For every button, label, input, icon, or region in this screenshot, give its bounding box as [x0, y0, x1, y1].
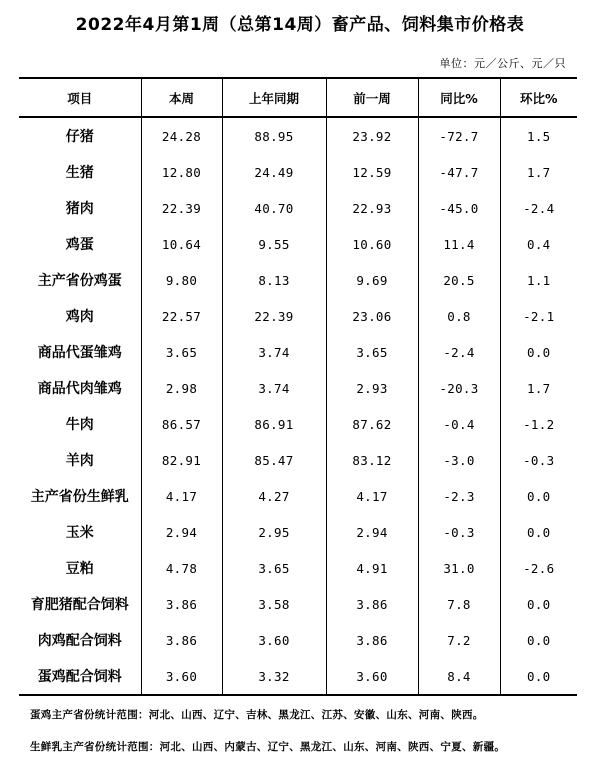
mom-change: 1.7 [500, 154, 577, 190]
footnote-egg-provinces: 蛋鸡主产省份统计范围：河北、山西、辽宁、吉林、黑龙江、江苏、安徽、山东、河南、陕西。 [30, 709, 484, 721]
item-name: 生猪 [65, 165, 94, 181]
header-previous-week: 前一周 [326, 78, 418, 117]
previous-week-price: 10.60 [326, 226, 418, 262]
page-title: 2022年4月第1周（总第14周）畜产品、饲料集市价格表 [75, 15, 525, 35]
mom-change: 0.0 [500, 622, 577, 658]
yoy-change: 7.8 [418, 586, 500, 622]
last-year-price: 8.13 [222, 262, 326, 298]
header-item: 项目 [19, 78, 141, 117]
price-table [19, 77, 577, 696]
table-row [19, 226, 577, 262]
item-name: 鸡肉 [65, 309, 94, 325]
item-name: 鸡蛋 [65, 237, 94, 253]
mom-change: 1.5 [500, 117, 577, 154]
header-this-week: 本周 [141, 78, 222, 117]
previous-week-price: 3.86 [326, 586, 418, 622]
yoy-change: -20.3 [418, 370, 500, 406]
previous-week-price: 3.60 [326, 658, 418, 695]
header-row [19, 78, 577, 117]
previous-week-price: 2.93 [326, 370, 418, 406]
this-week-price: 82.91 [141, 442, 222, 478]
item-name: 蛋鸡配合饲料 [19, 658, 141, 695]
mom-change: -0.3 [500, 442, 577, 478]
yoy-change: -0.4 [418, 406, 500, 442]
this-week-price: 12.80 [141, 154, 222, 190]
table-row [19, 442, 577, 478]
mom-change: -1.2 [500, 406, 577, 442]
last-year-price: 24.49 [222, 154, 326, 190]
mom-change: 0.0 [500, 478, 577, 514]
mom-change: 0.0 [500, 334, 577, 370]
item-name: 主产省份生鲜乳 [30, 489, 129, 505]
previous-week-price: 9.69 [326, 262, 418, 298]
yoy-change: -2.4 [418, 334, 500, 370]
yoy-change: 31.0 [418, 550, 500, 586]
this-week-price: 9.80 [141, 262, 222, 298]
yoy-change: 7.2 [418, 622, 500, 658]
last-year-price: 85.47 [222, 442, 326, 478]
table-row [19, 550, 577, 586]
header-yoy: 同比% [418, 78, 500, 117]
item-name: 猪肉 [65, 201, 94, 217]
footnote-milk-provinces: 生鲜乳主产省份统计范围：河北、山西、内蒙古、辽宁、黑龙江、山东、河南、陕西、宁夏、新疆。 [30, 741, 506, 753]
this-week-price: 3.65 [141, 334, 222, 370]
previous-week-price: 22.93 [326, 190, 418, 226]
item-name: 商品代肉雏鸡 [37, 381, 122, 397]
table-row [19, 478, 577, 514]
mom-change: -2.6 [500, 550, 577, 586]
previous-week-price: 4.17 [326, 478, 418, 514]
header-last-year: 上年同期 [222, 78, 326, 117]
item-name: 肉鸡配合饲料 [37, 633, 122, 649]
previous-week-price: 83.12 [326, 442, 418, 478]
this-week-price: 4.17 [141, 478, 222, 514]
table-row [19, 154, 577, 190]
previous-week-price: 87.62 [326, 406, 418, 442]
last-year-price: 22.39 [222, 298, 326, 334]
item-name: 主产省份鸡蛋 [37, 273, 122, 289]
header-mom: 环比% [500, 78, 577, 117]
last-year-price: 40.70 [222, 190, 326, 226]
yoy-change: -2.3 [418, 478, 500, 514]
this-week-price: 22.57 [141, 298, 222, 334]
last-year-price: 9.55 [222, 226, 326, 262]
yoy-change: 11.4 [418, 226, 500, 262]
last-year-price: 3.32 [222, 658, 326, 695]
table-row [19, 622, 577, 658]
table-row [19, 658, 577, 695]
yoy-change: -72.7 [418, 117, 500, 154]
last-year-price: 3.60 [222, 622, 326, 658]
this-week-price: 4.78 [141, 550, 222, 586]
this-week-price: 22.39 [141, 190, 222, 226]
last-year-price: 3.65 [222, 550, 326, 586]
this-week-price: 2.98 [141, 370, 222, 406]
item-name: 商品代蛋雏鸡 [37, 345, 122, 361]
this-week-price: 10.64 [141, 226, 222, 262]
previous-week-price: 3.65 [326, 334, 418, 370]
mom-change: 0.0 [500, 514, 577, 550]
item-name: 育肥猪配合饲料 [30, 597, 129, 613]
table-row [19, 190, 577, 226]
mom-change: -2.4 [500, 190, 577, 226]
this-week-price: 24.28 [141, 117, 222, 154]
item-name: 仔猪 [65, 129, 94, 145]
this-week-price: 3.60 [141, 658, 222, 695]
this-week-price: 2.94 [141, 514, 222, 550]
previous-week-price: 23.06 [326, 298, 418, 334]
mom-change: 0.0 [500, 658, 577, 695]
table-row [19, 406, 577, 442]
table-row [19, 298, 577, 334]
table-row [19, 262, 577, 298]
yoy-change: -3.0 [418, 442, 500, 478]
mom-change: 0.0 [500, 586, 577, 622]
last-year-price: 3.74 [222, 334, 326, 370]
table-row [19, 586, 577, 622]
item-name: 羊肉 [65, 453, 94, 469]
table-row [19, 370, 577, 406]
last-year-price: 3.74 [222, 370, 326, 406]
previous-week-price: 4.91 [326, 550, 418, 586]
this-week-price: 3.86 [141, 586, 222, 622]
last-year-price: 2.95 [222, 514, 326, 550]
item-name: 豆粕 [65, 561, 94, 577]
yoy-change: -0.3 [418, 514, 500, 550]
item-name: 牛肉 [65, 417, 94, 433]
last-year-price: 88.95 [222, 117, 326, 154]
table-row [19, 514, 577, 550]
previous-week-price: 2.94 [326, 514, 418, 550]
last-year-price: 3.58 [222, 586, 326, 622]
mom-change: 1.7 [500, 370, 577, 406]
table-row [19, 334, 577, 370]
item-name: 玉米 [65, 525, 94, 541]
previous-week-price: 3.86 [326, 622, 418, 658]
table-row [19, 117, 577, 154]
mom-change: -2.1 [500, 298, 577, 334]
yoy-change: -45.0 [418, 190, 500, 226]
last-year-price: 4.27 [222, 478, 326, 514]
yoy-change: 0.8 [418, 298, 500, 334]
mom-change: 0.4 [500, 226, 577, 262]
table-body [19, 117, 577, 695]
this-week-price: 86.57 [141, 406, 222, 442]
last-year-price: 86.91 [222, 406, 326, 442]
table-header [19, 78, 577, 117]
mom-change: 1.1 [500, 262, 577, 298]
previous-week-price: 12.59 [326, 154, 418, 190]
unit-label: 单位：元／公斤、元／只 [439, 57, 566, 70]
yoy-change: 20.5 [418, 262, 500, 298]
this-week-price: 3.86 [141, 622, 222, 658]
previous-week-price: 23.92 [326, 117, 418, 154]
yoy-change: 8.4 [418, 658, 500, 695]
yoy-change: -47.7 [418, 154, 500, 190]
